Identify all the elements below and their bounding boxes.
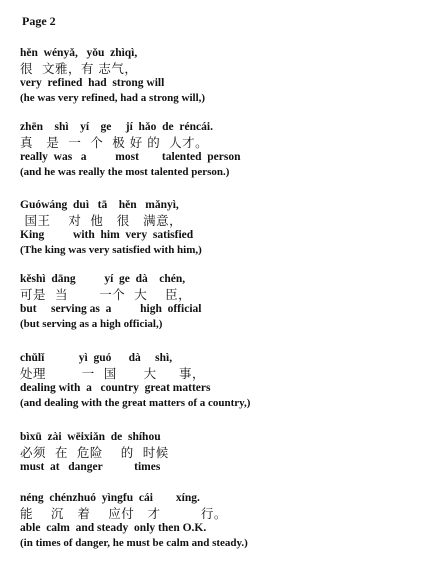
stanza-1 (20, 46, 415, 106)
gloss-line: really was a most talented person (20, 151, 241, 163)
pinyin-line: kěshì dāng yí ge dà chén, (20, 273, 186, 285)
gloss-line: dealing with a country great matters (20, 382, 211, 394)
translation-line: (and he was really the most talented person.) (20, 166, 230, 178)
translation-line: (in times of danger, he must be calm and steady.) (20, 537, 248, 549)
pinyin-line: hěn wényǎ, yǒu zhìqì, (20, 47, 138, 59)
gloss-line: must at danger times (20, 461, 161, 473)
gloss-line: but serving as a high official (20, 303, 202, 315)
hanzi-line: 可是 当 一个 大 臣， (20, 287, 192, 302)
translation-line: (but serving as a high official,) (20, 318, 163, 330)
stanza-2 (20, 120, 415, 180)
pinyin-line: zhēn shì yí ge jí hǎo de réncái. (20, 121, 213, 133)
gloss-line: able calm and steady only then O.K. (20, 522, 207, 534)
hanzi-line: 处理 一 国 大 事， (20, 366, 205, 381)
stanza-5 (20, 351, 415, 411)
hanzi-line: 真 是 一 个 极 好 的 人才。 (20, 135, 209, 150)
pinyin-line: bìxū zài wēixiǎn de shíhou (20, 431, 161, 443)
hanzi-line: 必须 在 危险 的 时候 (20, 445, 169, 460)
translation-line: (The king was very satisfied with him,) (20, 244, 202, 256)
pinyin-line: Guówáng duì tā hěn mǎnyì, (20, 199, 179, 211)
stanza-7 (20, 491, 415, 551)
pinyin-line: chǔlǐ yì guó dà shì, (20, 352, 173, 364)
hanzi-line: 很 文雅，有 志气， (20, 61, 138, 76)
stanza-4 (20, 272, 415, 332)
pinyin-line: néng chénzhuó yìngfu cái xíng. (20, 492, 200, 504)
stanza-6 (20, 430, 415, 475)
hanzi-line: 国王 对 他 很 满意， (20, 213, 183, 228)
translation-line: (and dealing with the great matters of a country,) (20, 397, 251, 409)
stanza-3 (20, 198, 415, 258)
gloss-line: very refined had strong will (20, 77, 165, 89)
gloss-line: King with him very satisfied (20, 229, 194, 241)
translation-line: (he was very refined, had a strong will,) (20, 92, 206, 104)
hanzi-line: 能 沉 着 应付 才 行。 (20, 506, 227, 521)
page-number: Page 2 (22, 14, 56, 28)
